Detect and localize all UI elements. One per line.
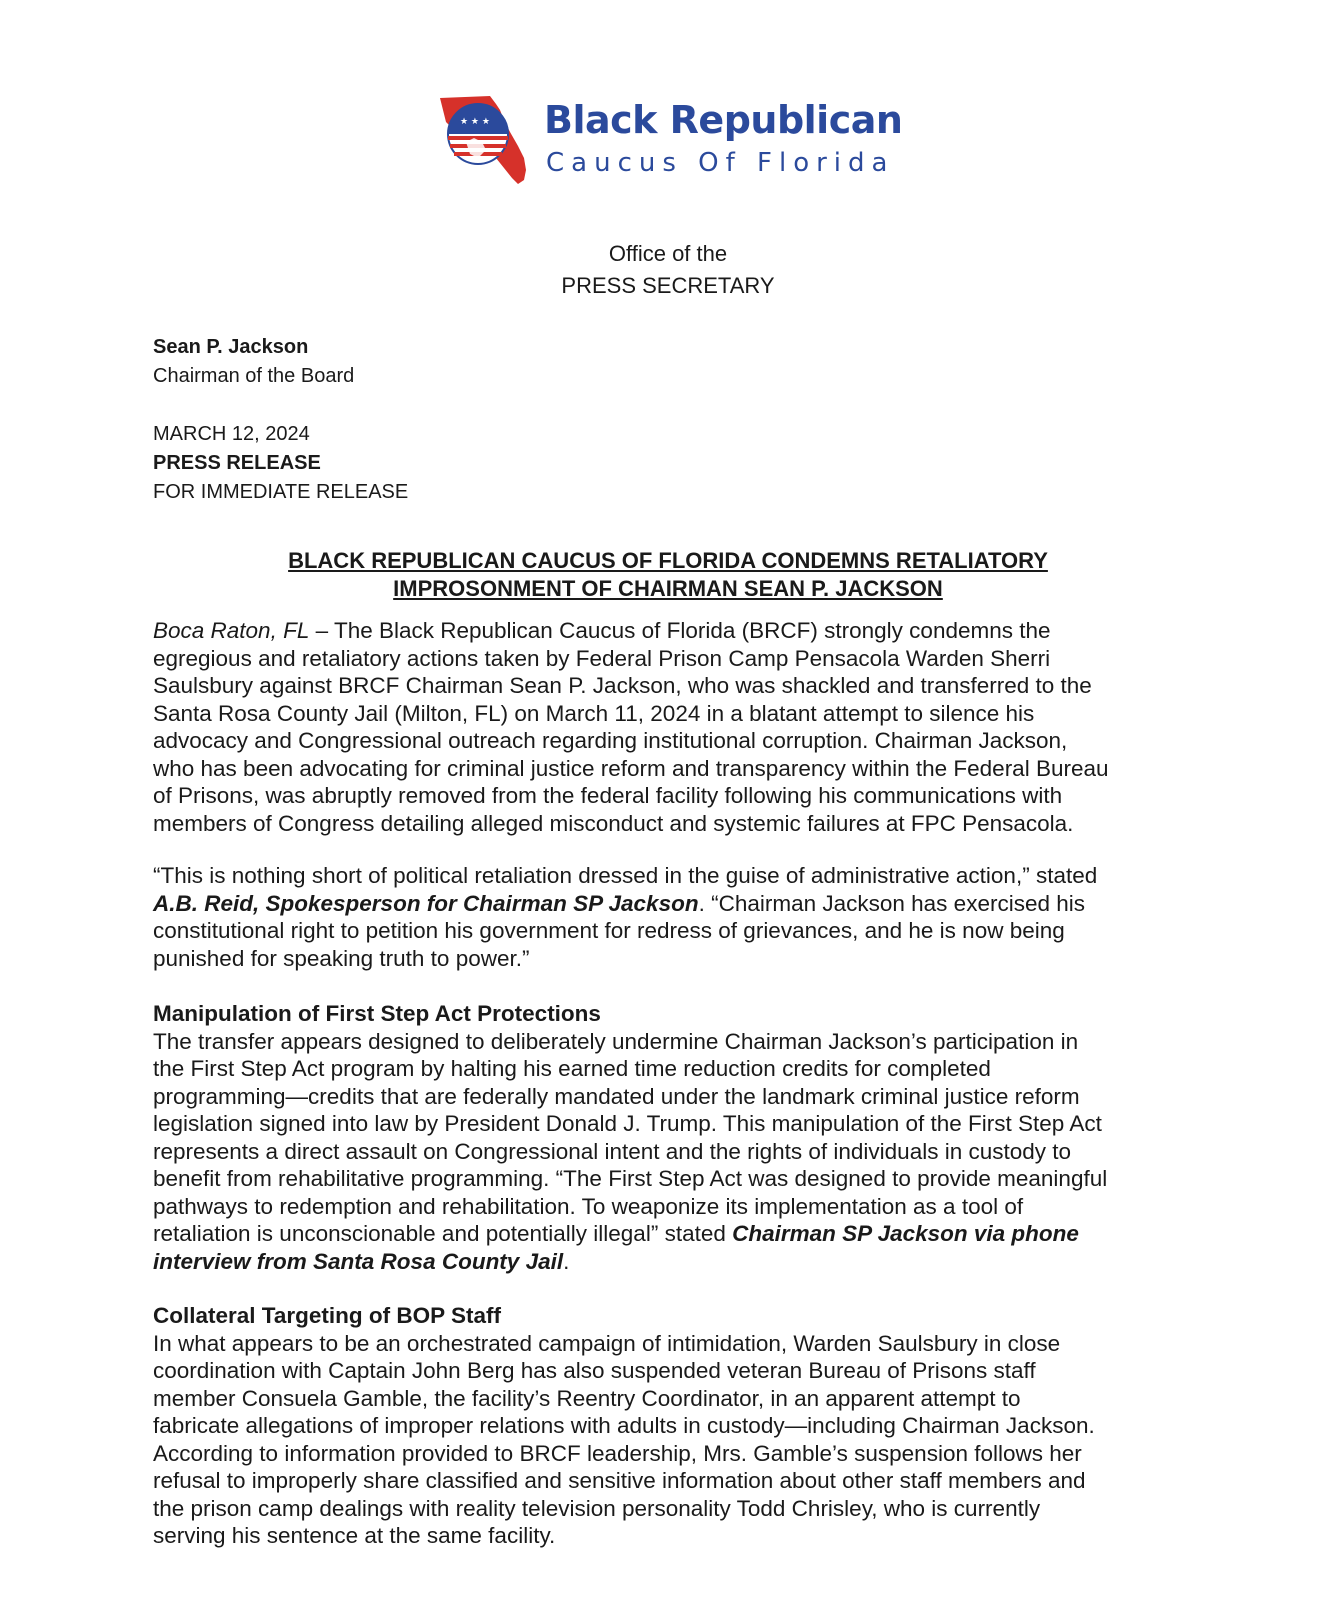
section-first-step-act bbox=[153, 1000, 1213, 1275]
paragraph-line: punished for speaking truth to power.” bbox=[153, 945, 530, 971]
logo-subtitle: Caucus Of Florida bbox=[546, 148, 895, 178]
florida-flag-emblem-icon bbox=[440, 92, 544, 188]
paragraph-line: interview from Santa Rosa County Jail. bbox=[153, 1248, 570, 1274]
paragraph-line: pathways to redemption and rehabilitation. To weaponize its implementation as a tool of bbox=[153, 1193, 1024, 1219]
chairman-attribution: Chairman SP Jackson via phone bbox=[732, 1221, 1079, 1246]
section-bop-staff bbox=[153, 1302, 1213, 1550]
paragraph-1 bbox=[153, 617, 1213, 837]
paragraph-line: the First Step Act program by halting his earned time reduction credits for completed bbox=[153, 1056, 991, 1081]
release-date: MARCH 12, 2024 bbox=[153, 423, 310, 445]
paragraph-line: legislation signed into law by President Donald J. Trump. This manipulation of the First Step Act bbox=[153, 1111, 1102, 1136]
svg-text:★ ★ ★: ★ ★ ★ bbox=[460, 117, 490, 127]
paragraph-line: members of Congress detailing alleged misconduct and systemic failures at FPC Pensacola. bbox=[153, 810, 1074, 836]
section-heading: Manipulation of First Step Act Protections bbox=[153, 1001, 601, 1026]
paragraph-line: programming—credits that are federally mandated under the landmark criminal justice reform bbox=[153, 1083, 1080, 1109]
office-line-1: Office of the bbox=[608, 241, 728, 266]
paragraph-line: Santa Rosa County Jail (Milton, FL) on March 11, 2024 in a blatant attempt to silence his bbox=[153, 700, 1035, 726]
paragraph-line: who has been advocating for criminal justice reform and transparency within the Federal Bureau bbox=[153, 755, 1109, 781]
paragraph-line: “This is nothing short of political retaliation dressed in the guise of administrative action,” stated bbox=[153, 863, 1098, 888]
paragraph-line: constitutional right to petition his government for redress of grievances, and he is now being bbox=[153, 918, 1065, 943]
sender-name: Sean P. Jackson bbox=[153, 336, 309, 358]
paragraph-line: refusal to improperly share classified and sensitive information about other staff members and bbox=[153, 1468, 1086, 1493]
chairman-attribution-cont: interview from Santa Rosa County Jail bbox=[153, 1248, 564, 1274]
headline-line-2: IMPROSONMENT OF CHAIRMAN SEAN P. JACKSON bbox=[393, 576, 943, 601]
dateline: Boca Raton, FL bbox=[153, 618, 310, 643]
headline bbox=[0, 547, 1336, 603]
paragraph-line: fabricate allegations of improper relations with adults in custody—including Chairman Jackson. bbox=[153, 1413, 1095, 1438]
paragraph-line: member Consuela Gamble, the facility’s Reentry Coordinator, in an apparent attempt to bbox=[153, 1385, 1021, 1411]
paragraph-line: retaliation is unconscionable and potentially illegal” stated Chairman SP Jackson via phone bbox=[153, 1221, 1079, 1246]
paragraph-line: egregious and retaliatory actions taken by Federal Prison Camp Pensacola Warden Sherri bbox=[153, 645, 1051, 671]
release-type: PRESS RELEASE bbox=[153, 452, 321, 474]
headline-line-1: BLACK REPUBLICAN CAUCUS OF FLORIDA CONDEMNS RETALIATORY bbox=[288, 548, 1048, 573]
paragraph-line: serving his sentence at the same facility. bbox=[153, 1523, 556, 1548]
paragraph-line: Boca Raton, FL – The Black Republican Caucus of Florida (BRCF) strongly condemns the bbox=[153, 618, 1051, 643]
office-line-2: PRESS SECRETARY bbox=[561, 273, 775, 298]
paragraph-line: Saulsbury against BRCF Chairman Sean P. Jackson, who was shackled and transferred to the bbox=[153, 673, 1092, 698]
paragraph-line: the prison camp dealings with reality television personality Todd Chrisley, who is currently bbox=[153, 1495, 1041, 1521]
paragraph-line: The transfer appears designed to deliberately undermine Chairman Jackson’s participation in bbox=[153, 1028, 1079, 1054]
paragraph-line: coordination with Captain John Berg has also suspended veteran Bureau of Prisons staff bbox=[153, 1358, 1036, 1383]
paragraph-2 bbox=[153, 862, 1213, 972]
paragraph-line: According to information provided to BRCF leadership, Mrs. Gamble’s suspension follows her bbox=[153, 1440, 1082, 1466]
paragraph-line: A.B. Reid, Spokesperson for Chairman SP Jackson. “Chairman Jackson has exercised his bbox=[153, 890, 1085, 916]
sender-title: Chairman of the Board bbox=[153, 365, 355, 387]
release-timing: FOR IMMEDIATE RELEASE bbox=[153, 481, 409, 503]
logo-title: Black Republican bbox=[544, 98, 903, 142]
spokesperson-attribution: A.B. Reid, Spokesperson for Chairman SP Jackson bbox=[153, 890, 699, 916]
paragraph-line: advocacy and Congressional outreach regarding institutional corruption. Chairman Jackson, bbox=[153, 728, 1068, 753]
paragraph-line: benefit from rehabilitative programming. “The First Step Act was designed to provide meaningful bbox=[153, 1166, 1108, 1191]
organization-logo bbox=[440, 92, 903, 192]
paragraph-line: of Prisons, was abruptly removed from the federal facility following his communications with bbox=[153, 783, 1063, 808]
section-heading: Collateral Targeting of BOP Staff bbox=[153, 1303, 501, 1328]
paragraph-line: In what appears to be an orchestrated campaign of intimidation, Warden Saulsbury in close bbox=[153, 1330, 1061, 1356]
paragraph-line: represents a direct assault on Congressional intent and the rights of individuals in custody to bbox=[153, 1138, 1072, 1164]
